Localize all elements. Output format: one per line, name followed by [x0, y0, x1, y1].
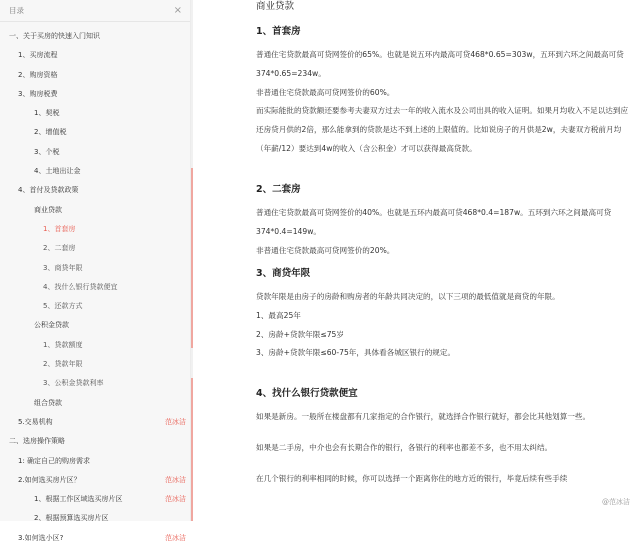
toc-item[interactable] [0, 452, 190, 471]
toc-item-label: 2、增值税 [34, 128, 67, 137]
toc-item[interactable] [0, 529, 190, 548]
toc-item[interactable] [0, 123, 190, 142]
toc-item[interactable] [0, 46, 190, 65]
subsection-heading: 3、商贷年限 [256, 268, 311, 279]
toc-item-label: 公积金贷款 [34, 321, 69, 330]
toc-item[interactable] [0, 432, 190, 451]
toc-item-label: 1、首套房 [43, 224, 76, 233]
toc-item[interactable] [0, 259, 190, 278]
toc-item[interactable] [0, 201, 190, 220]
toc-header [0, 0, 190, 22]
list-item: 2、房龄+贷款年限≤75岁 [256, 329, 344, 339]
toc-item-label: 5、还款方式 [43, 302, 83, 311]
toc-item[interactable] [0, 374, 190, 393]
paragraph: 如果是二手房，中介也会有长期合作的银行，各银行的利率也都差不多，也不用太纠结。 [256, 442, 553, 452]
toc-item-label: 4、找什么银行贷款便宜 [43, 282, 118, 291]
toc-item-label: 商业贷款 [34, 205, 62, 214]
toc-item[interactable] [0, 278, 190, 297]
toc-item[interactable] [0, 181, 190, 200]
toc-item[interactable] [0, 27, 190, 46]
toc-item[interactable] [0, 104, 190, 123]
list-item: 1、最高25年 [256, 310, 301, 320]
subsection-heading: 1、首套房 [256, 26, 301, 37]
toc-item-label: 组合贷款 [34, 398, 62, 407]
section-loan-term [256, 268, 630, 363]
toc-item-label: 1、贷款额度 [43, 340, 83, 349]
toc-sidebar [0, 0, 191, 542]
toc-item-label: 4、土地出让金 [34, 167, 81, 176]
toc-item[interactable] [0, 413, 190, 432]
toc-item-label: 3、个税 [34, 147, 60, 156]
toc-item[interactable] [0, 355, 190, 374]
toc-item[interactable] [0, 490, 190, 509]
paragraph: 贷款年限是由房子的房龄和购房者的年龄共同决定的，以下三项的最低值就是商贷的年限。 [256, 292, 560, 301]
paragraph: 非普通住宅贷款最高可贷网签价的60%。 [256, 87, 395, 97]
toc-title: 目录 [9, 6, 24, 15]
toc-item[interactable] [0, 509, 190, 528]
toc-list [0, 22, 190, 548]
toc-item-label: 2、二套房 [43, 244, 76, 253]
toc-item-label: 2.如何选买房片区？ [18, 475, 81, 484]
paragraph: 普通住宅贷款最高可贷网签价的40%。也就是五环内最高可贷468*0.4=187w。五环到六环之间最高可贷374*0.4=149w。 [256, 208, 612, 236]
paragraph: 非普通住宅贷款最高可贷网签价的20%。 [256, 245, 395, 255]
author-watermark: @范冰洁 [602, 498, 630, 506]
toc-item-label: 3、公积金贷款利率 [43, 379, 104, 388]
toc-item-label: 5.交易机构 [18, 417, 53, 426]
toc-item[interactable] [0, 66, 190, 85]
subsection-heading: 4、找什么银行贷款便宜 [256, 388, 358, 399]
toc-item-label: 4、首付及贷款政策 [18, 186, 79, 195]
toc-item-label: 一、关于买房的快速入门知识 [9, 32, 100, 40]
toc-item[interactable] [0, 162, 190, 181]
section-first-home [256, 26, 630, 159]
toc-item[interactable] [0, 394, 190, 413]
toc-item[interactable] [0, 85, 190, 104]
author-tag: 范冰洁 [165, 475, 186, 484]
toc-item-label: 二、选房操作策略 [9, 437, 65, 446]
toc-item[interactable] [0, 471, 190, 490]
toc-item-label: 3、购房税费 [18, 89, 58, 98]
toc-item[interactable] [0, 316, 190, 335]
toc-item-label: 3.如何选小区? [18, 533, 64, 542]
section-heading: 商业贷款 [256, 1, 295, 12]
author-tag: 范冰洁 [165, 417, 186, 426]
paragraph: 普通住宅贷款最高可贷网签价的65%。也就是说五环内最高可贷468*0.65=303w，五环到六环之间最高可贷374*0.65=234w。 [256, 50, 624, 78]
toc-item[interactable] [0, 297, 190, 316]
paragraph: 而实际能批的贷款额还要参考夫妻双方过去一年的收入流水及公司出具的收入证明。如果月均收入不足以达到应还房贷月供的2倍，那么能拿到的贷款是达不到上述的上限值的。比如说房子的月供是2w，夫妻双方税前月均（年薪/12）要达到4w的收入（含公积金）才可以获得最高贷款。 [256, 106, 629, 153]
author-tag: 范冰洁 [165, 495, 186, 504]
paragraph: 在几个银行的利率相同的时候，你可以选择一个距离你住的地方近的银行，毕竟后续有些手续 [256, 473, 568, 483]
close-icon[interactable]: × [173, 4, 182, 16]
section-which-bank [256, 388, 630, 488]
toc-item[interactable] [0, 143, 190, 162]
toc-item-label: 2、根据预算选买房片区 [34, 514, 109, 523]
author-tag: 范冰洁 [165, 533, 186, 542]
subsection-heading: 2、二套房 [256, 184, 301, 195]
toc-item-label: 2、购房资格 [18, 70, 58, 79]
toc-item-label: 3、商贷年限 [43, 263, 83, 272]
toc-item[interactable] [0, 239, 190, 258]
toc-item-label: 2、贷款年限 [43, 360, 83, 369]
toc-item-label: 1、契税 [34, 109, 60, 118]
toc-item-label: 1、买房流程 [18, 51, 58, 60]
article-content [193, 0, 640, 521]
toc-item[interactable] [0, 220, 190, 239]
toc-item-label: 1、根据工作区域选买房片区 [34, 495, 123, 504]
list-item: 3、房龄+贷款年限≤60-75年，具体看各城区银行的规定。 [256, 348, 456, 358]
paragraph: 如果是新房。一般所在楼盘都有几家指定的合作银行，就选择合作银行就好，都会比其他划算一些。 [256, 412, 591, 421]
toc-item-label: 1: 确定自己的购房需求 [18, 456, 91, 465]
toc-item[interactable] [0, 336, 190, 355]
section-second-home [256, 184, 630, 260]
